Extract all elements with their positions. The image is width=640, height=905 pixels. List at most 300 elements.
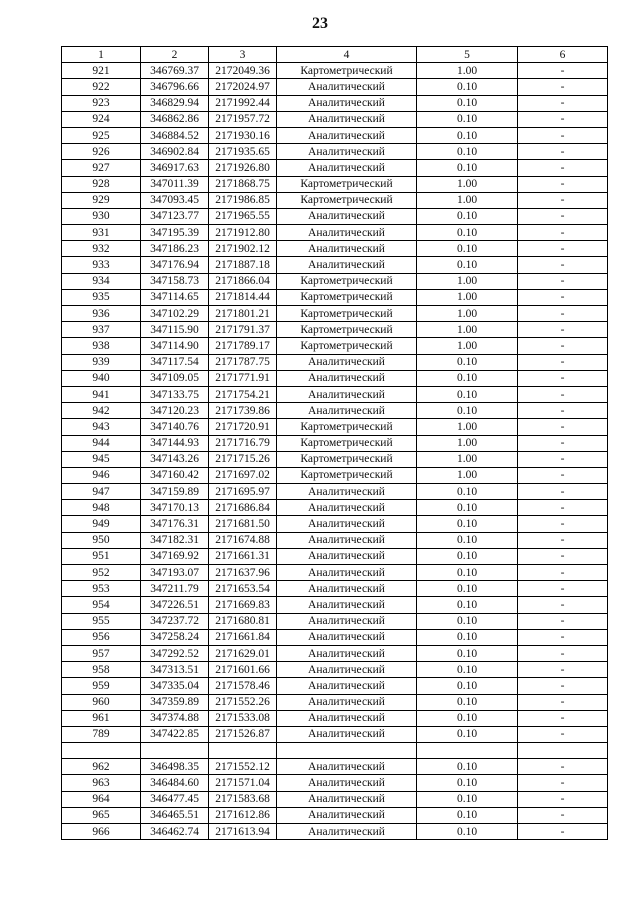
y-coordinate-cell: 2171686.84 [209,500,277,516]
accuracy-cell: 0.10 [417,370,518,386]
method-cell: Аналитический [277,759,417,775]
note-cell: - [518,532,608,548]
note-cell: - [518,613,608,629]
table-row [62,743,608,759]
y-coordinate-cell: 2171789.17 [209,338,277,354]
column-header-4: 4 [277,47,417,63]
point-number-cell: 940 [62,370,141,386]
accuracy-cell: 1.00 [417,435,518,451]
accuracy-cell: 1.00 [417,306,518,322]
point-number-cell: 952 [62,565,141,581]
y-coordinate-cell: 2172049.36 [209,63,277,79]
point-number-cell: 937 [62,322,141,338]
y-coordinate-cell: 2171697.02 [209,467,277,483]
point-number-cell: 945 [62,451,141,467]
table-row [62,79,608,95]
accuracy-cell: 1.00 [417,176,518,192]
table-row [62,629,608,645]
y-coordinate-cell: 2171986.85 [209,192,277,208]
y-coordinate-cell: 2171578.46 [209,678,277,694]
table-row [62,63,608,79]
point-number-cell: 964 [62,791,141,807]
accuracy-cell: 0.10 [417,824,518,840]
method-cell: Аналитический [277,160,417,176]
y-coordinate-cell: 2171661.84 [209,629,277,645]
accuracy-cell: 0.10 [417,403,518,419]
point-number-cell: 931 [62,225,141,241]
method-cell: Аналитический [277,484,417,500]
method-cell: Аналитический [277,581,417,597]
table-row [62,678,608,694]
point-number-cell: 923 [62,95,141,111]
column-header-3: 3 [209,47,277,63]
x-coordinate-cell: 346462.74 [141,824,209,840]
method-cell: Аналитический [277,208,417,224]
column-header-5: 5 [417,47,518,63]
y-coordinate-cell: 2171754.21 [209,386,277,402]
accuracy-cell: 1.00 [417,338,518,354]
method-cell: Картометрический [277,273,417,289]
x-coordinate-cell: 347335.04 [141,678,209,694]
table-row [62,451,608,467]
note-cell: - [518,581,608,597]
y-coordinate-cell: 2171716.79 [209,435,277,451]
method-cell: Картометрический [277,451,417,467]
accuracy-cell: 0.10 [417,225,518,241]
point-number-cell: 933 [62,257,141,273]
point-number-cell: 957 [62,645,141,661]
y-coordinate-cell: 2171739.86 [209,403,277,419]
coordinates-table [61,46,608,840]
point-number-cell: 966 [62,824,141,840]
x-coordinate-cell: 346902.84 [141,144,209,160]
note-cell: - [518,273,608,289]
x-coordinate-cell: 347143.26 [141,451,209,467]
y-coordinate-cell: 2171669.83 [209,597,277,613]
x-coordinate-cell: 346484.60 [141,775,209,791]
method-cell: Картометрический [277,192,417,208]
y-coordinate-cell: 2171629.01 [209,645,277,661]
note-cell: - [518,127,608,143]
method-cell: Аналитический [277,597,417,613]
table-row [62,807,608,823]
table-row [62,208,608,224]
y-coordinate-cell: 2171965.55 [209,208,277,224]
note-cell: - [518,208,608,224]
point-number-cell: 925 [62,127,141,143]
note-cell: - [518,710,608,726]
x-coordinate-cell: 347093.45 [141,192,209,208]
note-cell: - [518,759,608,775]
point-number-cell: 962 [62,759,141,775]
table-header-row [62,47,608,63]
x-coordinate-cell: 347120.23 [141,403,209,419]
y-coordinate-cell: 2171695.97 [209,484,277,500]
table-row [62,419,608,435]
method-cell: Картометрический [277,176,417,192]
x-coordinate-cell: 347114.90 [141,338,209,354]
accuracy-cell: 0.10 [417,807,518,823]
point-number-cell [62,743,141,759]
accuracy-cell: 0.10 [417,127,518,143]
table-row [62,791,608,807]
method-cell: Аналитический [277,565,417,581]
point-number-cell: 963 [62,775,141,791]
y-coordinate-cell: 2171601.66 [209,662,277,678]
column-header-1: 1 [62,47,141,63]
y-coordinate-cell: 2171791.37 [209,322,277,338]
accuracy-cell: 0.10 [417,694,518,710]
point-number-cell: 934 [62,273,141,289]
table-row [62,338,608,354]
method-cell [277,743,417,759]
y-coordinate-cell: 2171720.91 [209,419,277,435]
method-cell: Аналитический [277,710,417,726]
method-cell: Картометрический [277,306,417,322]
accuracy-cell: 1.00 [417,63,518,79]
y-coordinate-cell: 2171552.12 [209,759,277,775]
y-coordinate-cell: 2171992.44 [209,95,277,111]
point-number-cell: 947 [62,484,141,500]
point-number-cell: 936 [62,306,141,322]
y-coordinate-cell: 2171926.80 [209,160,277,176]
accuracy-cell: 1.00 [417,289,518,305]
accuracy-cell: 0.10 [417,532,518,548]
y-coordinate-cell: 2171902.12 [209,241,277,257]
method-cell: Картометрический [277,322,417,338]
y-coordinate-cell: 2171681.50 [209,516,277,532]
point-number-cell: 929 [62,192,141,208]
y-coordinate-cell: 2171680.81 [209,613,277,629]
table-row [62,289,608,305]
y-coordinate-cell: 2171771.91 [209,370,277,386]
point-number-cell: 959 [62,678,141,694]
table-row [62,176,608,192]
accuracy-cell: 0.10 [417,791,518,807]
note-cell: - [518,144,608,160]
point-number-cell: 960 [62,694,141,710]
method-cell: Аналитический [277,95,417,111]
point-number-cell: 958 [62,662,141,678]
point-number-cell: 926 [62,144,141,160]
y-coordinate-cell: 2171583.68 [209,791,277,807]
x-coordinate-cell: 347258.24 [141,629,209,645]
y-coordinate-cell: 2171612.86 [209,807,277,823]
table-row [62,581,608,597]
x-coordinate-cell: 347102.29 [141,306,209,322]
method-cell: Аналитический [277,79,417,95]
y-coordinate-cell [209,743,277,759]
note-cell: - [518,79,608,95]
accuracy-cell: 1.00 [417,322,518,338]
point-number-cell: 941 [62,386,141,402]
point-number-cell: 953 [62,581,141,597]
y-coordinate-cell: 2171661.31 [209,548,277,564]
table-row [62,645,608,661]
y-coordinate-cell: 2171868.75 [209,176,277,192]
x-coordinate-cell: 347313.51 [141,662,209,678]
method-cell: Аналитический [277,516,417,532]
method-cell: Картометрический [277,467,417,483]
method-cell: Картометрический [277,419,417,435]
table-row [62,532,608,548]
table-row [62,435,608,451]
x-coordinate-cell: 347144.93 [141,435,209,451]
note-cell: - [518,516,608,532]
accuracy-cell: 0.10 [417,678,518,694]
x-coordinate-cell: 347176.94 [141,257,209,273]
note-cell [518,743,608,759]
note-cell: - [518,791,608,807]
x-coordinate-cell: 347109.05 [141,370,209,386]
point-number-cell: 961 [62,710,141,726]
y-coordinate-cell: 2171957.72 [209,111,277,127]
method-cell: Аналитический [277,629,417,645]
accuracy-cell: 0.10 [417,160,518,176]
accuracy-cell: 0.10 [417,257,518,273]
y-coordinate-cell: 2172024.97 [209,79,277,95]
x-coordinate-cell [141,743,209,759]
method-cell: Аналитический [277,726,417,742]
method-cell: Аналитический [277,111,417,127]
x-coordinate-cell: 347170.13 [141,500,209,516]
y-coordinate-cell: 2171674.88 [209,532,277,548]
y-coordinate-cell: 2171930.16 [209,127,277,143]
table-row [62,710,608,726]
x-coordinate-cell: 347114.65 [141,289,209,305]
x-coordinate-cell: 347292.52 [141,645,209,661]
x-coordinate-cell: 346498.35 [141,759,209,775]
point-number-cell: 956 [62,629,141,645]
accuracy-cell: 0.10 [417,726,518,742]
x-coordinate-cell: 346884.52 [141,127,209,143]
note-cell: - [518,694,608,710]
accuracy-cell: 0.10 [417,613,518,629]
note-cell: - [518,386,608,402]
note-cell: - [518,824,608,840]
point-number-cell: 927 [62,160,141,176]
accuracy-cell: 0.10 [417,79,518,95]
method-cell: Картометрический [277,435,417,451]
note-cell: - [518,338,608,354]
x-coordinate-cell: 346829.94 [141,95,209,111]
note-cell: - [518,176,608,192]
accuracy-cell: 0.10 [417,500,518,516]
table-row [62,403,608,419]
method-cell: Аналитический [277,500,417,516]
accuracy-cell: 0.10 [417,208,518,224]
method-cell: Аналитический [277,386,417,402]
accuracy-cell: 0.10 [417,565,518,581]
accuracy-cell: 0.10 [417,548,518,564]
method-cell: Аналитический [277,403,417,419]
point-number-cell: 949 [62,516,141,532]
x-coordinate-cell: 347182.31 [141,532,209,548]
table-row [62,370,608,386]
x-coordinate-cell: 346769.37 [141,63,209,79]
point-number-cell: 942 [62,403,141,419]
table-row [62,484,608,500]
accuracy-cell: 0.10 [417,662,518,678]
note-cell: - [518,726,608,742]
method-cell: Картометрический [277,63,417,79]
table-row [62,95,608,111]
method-cell: Аналитический [277,775,417,791]
table-row [62,467,608,483]
table-row [62,241,608,257]
accuracy-cell: 0.10 [417,95,518,111]
method-cell: Аналитический [277,257,417,273]
accuracy-cell [417,743,518,759]
point-number-cell: 954 [62,597,141,613]
table-row [62,257,608,273]
method-cell: Аналитический [277,807,417,823]
y-coordinate-cell: 2171787.75 [209,354,277,370]
method-cell: Аналитический [277,370,417,386]
note-cell: - [518,370,608,386]
accuracy-cell: 0.10 [417,597,518,613]
method-cell: Аналитический [277,613,417,629]
method-cell: Аналитический [277,645,417,661]
point-number-cell: 922 [62,79,141,95]
table-row [62,548,608,564]
x-coordinate-cell: 347186.23 [141,241,209,257]
method-cell: Аналитический [277,532,417,548]
x-coordinate-cell: 347115.90 [141,322,209,338]
method-cell: Аналитический [277,241,417,257]
note-cell: - [518,484,608,500]
table-row [62,597,608,613]
point-number-cell: 938 [62,338,141,354]
point-number-cell: 924 [62,111,141,127]
x-coordinate-cell: 347193.07 [141,565,209,581]
table-row [62,127,608,143]
table-row [62,354,608,370]
x-coordinate-cell: 346477.45 [141,791,209,807]
y-coordinate-cell: 2171526.87 [209,726,277,742]
y-coordinate-cell: 2171653.54 [209,581,277,597]
y-coordinate-cell: 2171715.26 [209,451,277,467]
note-cell: - [518,63,608,79]
x-coordinate-cell: 347237.72 [141,613,209,629]
point-number-cell: 965 [62,807,141,823]
note-cell: - [518,403,608,419]
point-number-cell: 948 [62,500,141,516]
accuracy-cell: 0.10 [417,581,518,597]
point-number-cell: 939 [62,354,141,370]
table-row [62,759,608,775]
accuracy-cell: 0.10 [417,710,518,726]
note-cell: - [518,192,608,208]
note-cell: - [518,548,608,564]
y-coordinate-cell: 2171571.04 [209,775,277,791]
table-row [62,322,608,338]
accuracy-cell: 0.10 [417,759,518,775]
point-number-cell: 951 [62,548,141,564]
x-coordinate-cell: 347359.89 [141,694,209,710]
point-number-cell: 930 [62,208,141,224]
table-row [62,694,608,710]
note-cell: - [518,467,608,483]
table-row [62,225,608,241]
method-cell: Аналитический [277,678,417,694]
table-row [62,160,608,176]
point-number-cell: 932 [62,241,141,257]
table-row [62,273,608,289]
y-coordinate-cell: 2171613.94 [209,824,277,840]
method-cell: Аналитический [277,144,417,160]
accuracy-cell: 0.10 [417,111,518,127]
accuracy-cell: 1.00 [417,451,518,467]
x-coordinate-cell: 346465.51 [141,807,209,823]
note-cell: - [518,597,608,613]
note-cell: - [518,645,608,661]
accuracy-cell: 0.10 [417,241,518,257]
point-number-cell: 935 [62,289,141,305]
x-coordinate-cell: 347226.51 [141,597,209,613]
note-cell: - [518,289,608,305]
y-coordinate-cell: 2171814.44 [209,289,277,305]
note-cell: - [518,354,608,370]
table-row [62,144,608,160]
x-coordinate-cell: 347159.89 [141,484,209,500]
note-cell: - [518,241,608,257]
table-row [62,824,608,840]
x-coordinate-cell: 347422.85 [141,726,209,742]
accuracy-cell: 0.10 [417,354,518,370]
accuracy-cell: 1.00 [417,273,518,289]
x-coordinate-cell: 347195.39 [141,225,209,241]
point-number-cell: 928 [62,176,141,192]
column-header-2: 2 [141,47,209,63]
method-cell: Аналитический [277,662,417,678]
point-number-cell: 944 [62,435,141,451]
point-number-cell: 789 [62,726,141,742]
accuracy-cell: 0.10 [417,629,518,645]
table-row [62,662,608,678]
accuracy-cell: 1.00 [417,467,518,483]
method-cell: Аналитический [277,548,417,564]
accuracy-cell: 0.10 [417,516,518,532]
x-coordinate-cell: 346862.86 [141,111,209,127]
x-coordinate-cell: 347374.88 [141,710,209,726]
table-row [62,500,608,516]
note-cell: - [518,257,608,273]
note-cell: - [518,435,608,451]
note-cell: - [518,775,608,791]
table-row [62,613,608,629]
note-cell: - [518,160,608,176]
table-row [62,516,608,532]
y-coordinate-cell: 2171912.80 [209,225,277,241]
method-cell: Аналитический [277,694,417,710]
y-coordinate-cell: 2171935.65 [209,144,277,160]
method-cell: Аналитический [277,225,417,241]
x-coordinate-cell: 347140.76 [141,419,209,435]
note-cell: - [518,306,608,322]
note-cell: - [518,565,608,581]
note-cell: - [518,678,608,694]
x-coordinate-cell: 347123.77 [141,208,209,224]
accuracy-cell: 0.10 [417,484,518,500]
x-coordinate-cell: 346796.66 [141,79,209,95]
page-number: 23 [312,15,328,32]
accuracy-cell: 0.10 [417,144,518,160]
table-body [62,63,608,840]
note-cell: - [518,807,608,823]
y-coordinate-cell: 2171552.26 [209,694,277,710]
point-number-cell: 921 [62,63,141,79]
